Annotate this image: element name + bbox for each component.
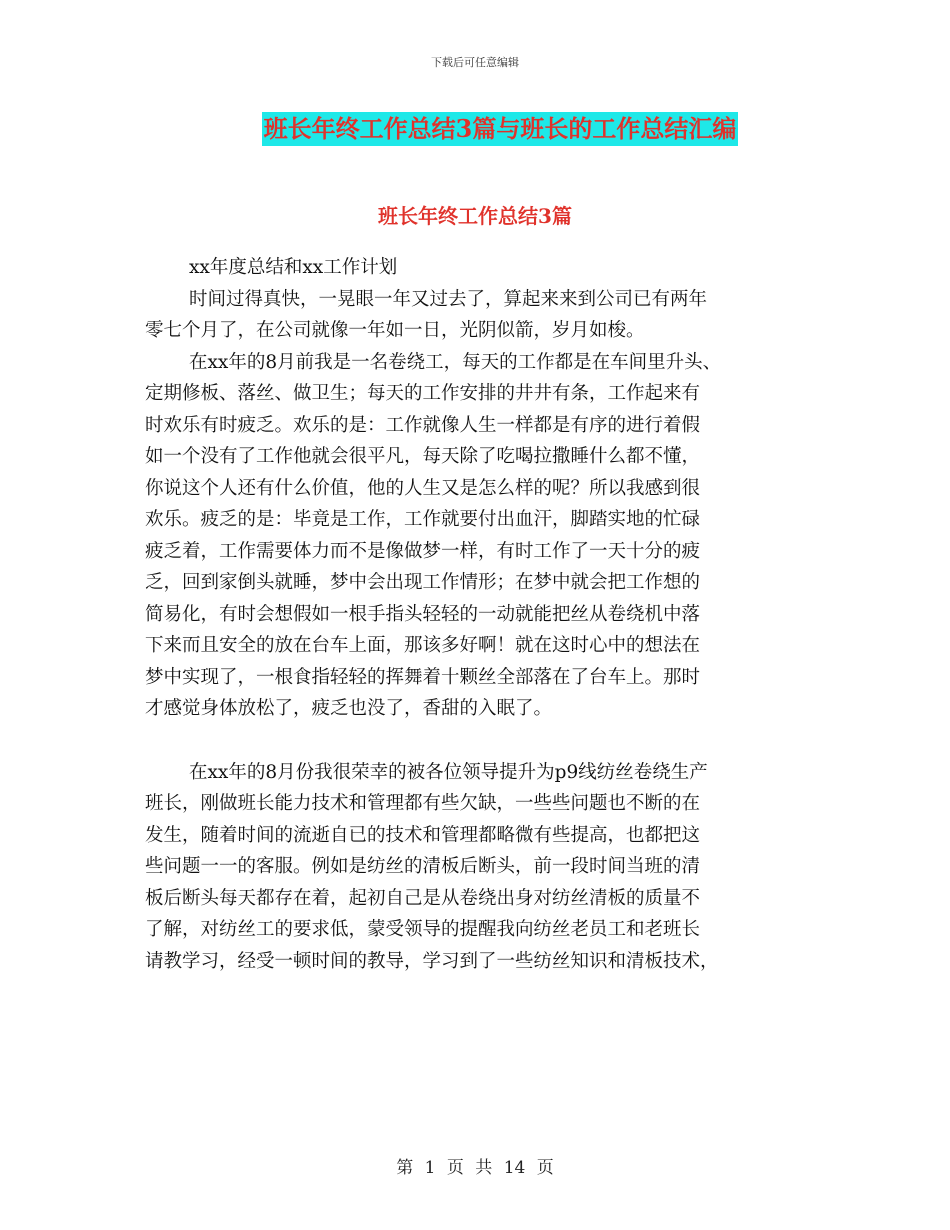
text-line: 才感觉身体放松了，疲乏也没了，香甜的入眠了。: [145, 698, 553, 719]
text-line: xx年度总结和xx工作计划: [189, 257, 398, 278]
text-line: 板后断头每天都存在着，起初自己是从卷绕出身对纺丝清板的质量不: [145, 887, 701, 909]
text-line: 些问题一一的客服。例如是纺丝的清板后断头，前一段时间当班的清: [145, 856, 701, 877]
main-title: 班长年终工作总结3篇与班长的工作总结汇编: [262, 112, 739, 146]
paragraph-1: [145, 252, 825, 284]
text-line: 简易化，有时会想假如一根手指头轻轻的一动就能把丝从卷绕机中落: [145, 603, 701, 625]
text-line: 疲乏着，工作需要体力而不是像做梦一样，有时工作了一天十分的疲: [145, 540, 701, 562]
text-line: 定期修板、落丝、做卫生；每天的工作安排的井井有条，工作起来有: [145, 383, 701, 404]
text-line: 时欢乐有时疲乏。欢乐的是：工作就像人生一样都是有序的进行着假: [145, 414, 701, 436]
text-line: 梦中实现了，一根食指轻轻的挥舞着十颗丝全部落在了台车上。那时: [145, 666, 701, 688]
text-line: 如一个没有了工作他就会很平凡，每天除了吃喝拉撒睡什么都不懂，: [145, 446, 701, 467]
text-line: 了解，对纺丝工的要求低，蒙受领导的提醒我向纺丝老员工和老班长: [145, 919, 701, 940]
text-line: 班长，刚做班长能力技术和管理都有些欠缺，一些些问题也不断的在: [145, 793, 701, 814]
paragraph-4: [145, 757, 825, 978]
text-line: 乏，回到家倒头就睡，梦中会出现工作情形；在梦中就会把工作想的: [145, 572, 701, 593]
text-line: 零七个月了，在公司就像一年如一日，光阴似箭，岁月如梭。: [145, 320, 645, 341]
paragraph-3: [145, 347, 825, 725]
text-line: 在xx年的8月前我是一名卷绕工，每天的工作都是在车间里升头、: [189, 351, 722, 373]
document-body: [145, 252, 825, 977]
text-line: 时间过得真快，一晃眼一年又过去了，算起来来到公司已有两年: [189, 288, 708, 310]
text-line: 发生，随着时间的流逝自已的技术和管理都略微有些提高，也都把这: [145, 824, 701, 846]
sub-title: 班长年终工作总结3篇: [378, 204, 572, 228]
text-line: 在xx年的8月份我很荣幸的被各位领导提升为p9线纺丝卷绕生产: [189, 761, 708, 783]
text-line: 下来而且安全的放在台车上面，那该多好啊！就在这时心中的想法在: [145, 635, 701, 656]
text-line: 请教学习，经受一顿时间的教导，学习到了一些纺丝知识和清板技术，: [145, 950, 719, 972]
page-footer: 第 1 页 共 14 页: [396, 1158, 554, 1178]
text-line: 你说这个人还有什么价值，他的人生又是怎么样的呢？所以我感到很: [145, 477, 701, 499]
text-line: 欢乐。疲乏的是：毕竟是工作，工作就要付出血汗，脚踏实地的忙碌: [145, 509, 701, 530]
paragraph-2: [145, 284, 825, 347]
header-note: 下载后可任意编辑: [431, 56, 519, 69]
main-title-wrap: [0, 112, 950, 146]
